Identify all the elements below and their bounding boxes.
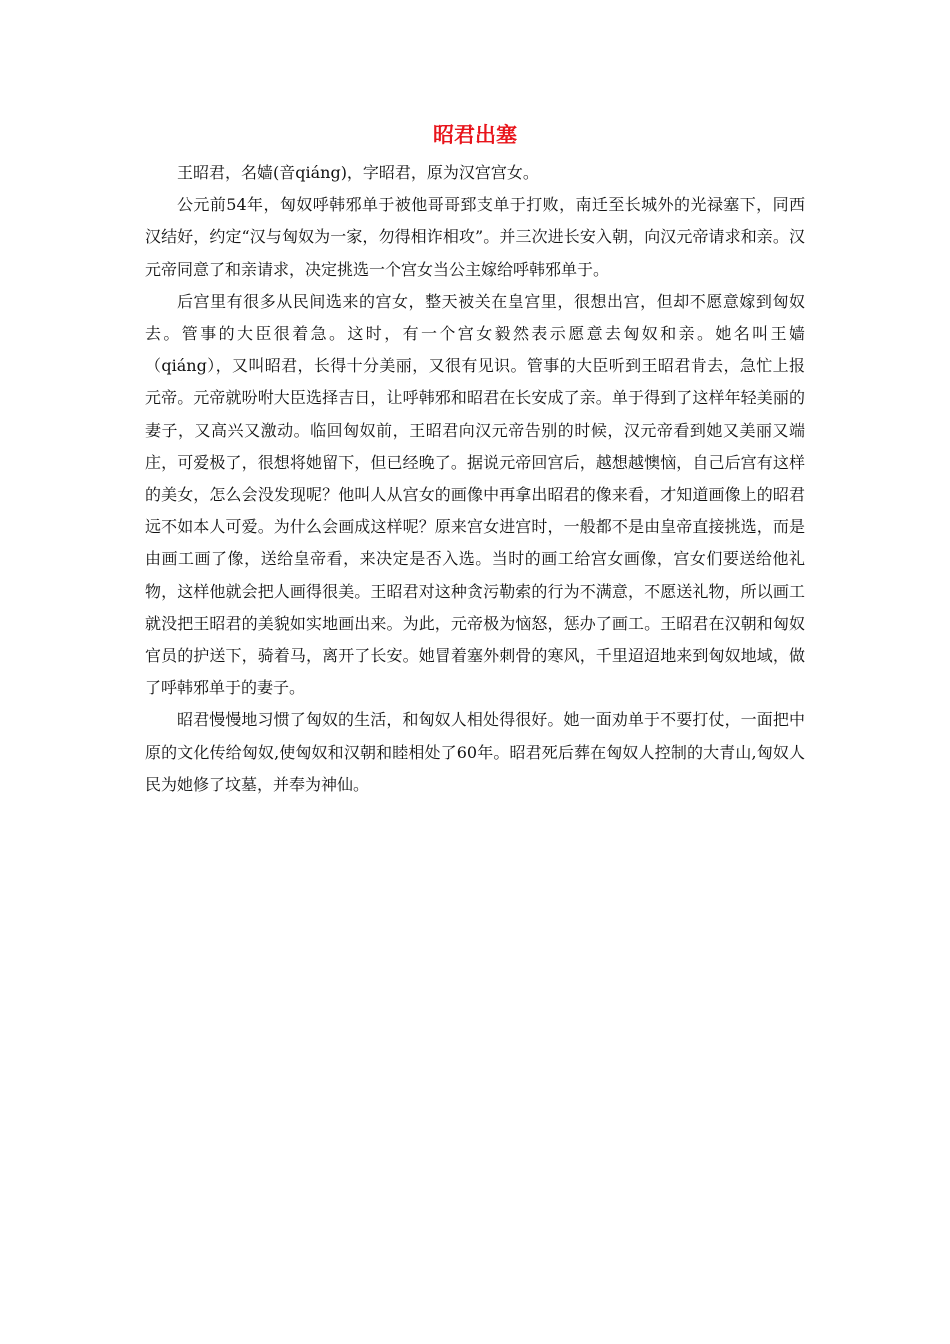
paragraph-3: 后宫里有很多从民间选来的宫女，整天被关在皇宫里，很想出宫，但却不愿意嫁到匈奴去。管事的大臣很着急。这时，有一个宫女毅然表示愿意去匈奴和亲。她名叫王嫱（qiáng），又叫昭君，长得十分美丽，又很有见识。管事的大臣听到王昭君肯去，急忙上报元帝。元帝就吩咐大臣选择吉日，让呼韩邪和昭君在长安成了亲。单于得到了这样年轻美丽的妻子，又高兴又激动。临回匈奴前，王昭君向汉元帝告别的时候，汉元帝看到她又美丽又端庄，可爱极了，很想将她留下，但已经晚了。据说元帝回宫后，越想越懊恼，自己后宫有这样的美女，怎么会没发现呢？他叫人从宫女的画像中再拿出昭君的像来看，才知道画像上的昭君远不如本人可爱。为什么会画成这样呢？原来宫女进宫时，一般都不是由皇帝直接挑选，而是由画工画了像，送给皇帝看，来决定是否入选。当时的画工给宫女画像，宫女们要送给他礼物，这样他就会把人画得很美。王昭君对这种贪污勒索的行为不满意，不愿送礼物，所以画工就没把王昭君的美貌如实地画出来。为此，元帝极为恼怒，惩办了画工。王昭君在汉朝和匈奴官员的护送下，骑着马，离开了长安。她冒着塞外刺骨的寒风，千里迢迢地来到匈奴地域，做了呼韩邪单于的妻子。: [145, 291, 805, 698]
paragraph-4: 昭君慢慢地习惯了匈奴的生活，和匈奴人相处得很好。她一面劝单于不要打仗，一面把中原的文化传给匈奴,使匈奴和汉朝和睦相处了60年。昭君死后葬在匈奴人控制的大青山,匈奴人民为她修了坟墓，并奉为神仙。: [145, 710, 805, 794]
paragraph-1: 王昭君，名嫱(音qiáng)，字昭君，原为汉宫宫女。: [177, 163, 539, 182]
paragraph-2: 公元前54年，匈奴呼韩邪单于被他哥哥郅支单于打败，南迁至长城外的光禄塞下，同西汉结好，约定“汉与匈奴为一家，勿得相诈相攻”。并三次进长安入朝，向汉元帝请求和亲。汉元帝同意了和亲请求，决定挑选一个宫女当公主嫁给呼韩邪单于。: [145, 195, 805, 279]
document-title: 昭君出塞: [433, 122, 517, 147]
document-body: [145, 157, 805, 801]
